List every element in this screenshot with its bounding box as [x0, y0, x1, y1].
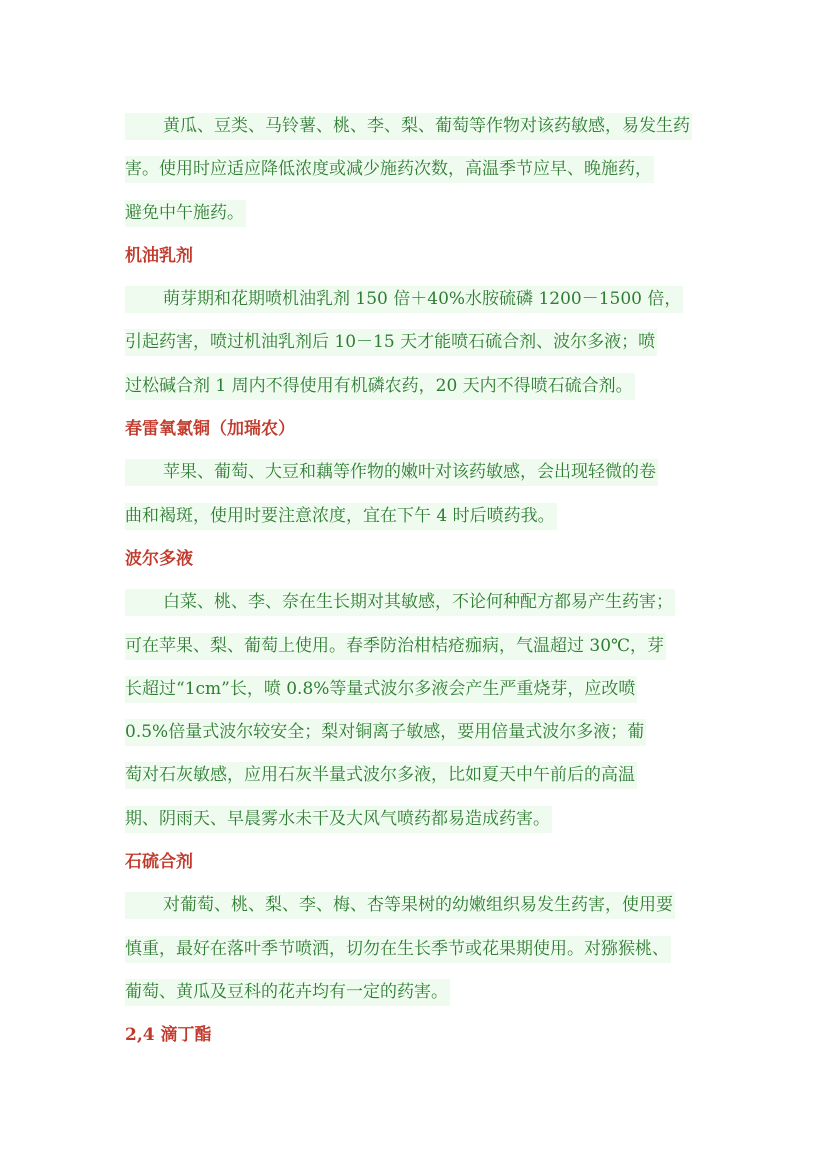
- section-heading: 石硫合剂: [125, 852, 193, 873]
- paragraph: [125, 459, 745, 529]
- paragraph-line: 曲和褐斑，使用时要注意浓度，宜在下午 4 时后喷药我。: [125, 503, 557, 530]
- paragraph-line: 苹果、葡萄、大豆和藕等作物的嫩叶对该药敏感，会出现轻微的卷: [125, 459, 658, 486]
- paragraph-line: 萌芽期和花期喷机油乳剂 150 倍＋40%水胺硫磷 1200－1500 倍，: [125, 286, 683, 313]
- paragraph-line: 白菜、桃、李、奈在生长期对其敏感，不论何种配方都易产生药害；: [125, 589, 675, 616]
- section-heading: 机油乳剂: [125, 245, 193, 266]
- paragraph-intro: [125, 113, 745, 227]
- section-heading: 春雷氧氯铜（加瑞农）: [125, 419, 295, 440]
- paragraph-line: 害。使用时应适应降低浓度或减少施药次数，高温季节应早、晚施药，: [125, 156, 654, 183]
- paragraph-line: 过松碱合剂 1 周内不得使用有机磷农药，20 天内不得喷石硫合剂。: [125, 373, 635, 400]
- paragraph: [125, 892, 745, 1006]
- paragraph-line: 0.5%倍量式波尔较安全；梨对铜离子敏感，要用倍量式波尔多液；葡: [125, 719, 646, 746]
- section-heading: 2,4 滴丁酯: [125, 1025, 212, 1046]
- document-page: [125, 113, 745, 1066]
- paragraph: [125, 286, 745, 400]
- paragraph-line: 萄对石灰敏感，应用石灰半量式波尔多液，比如夏天中午前后的高温: [125, 762, 637, 789]
- paragraph: [125, 589, 745, 832]
- paragraph-line: 慎重，最好在落叶季节喷洒，切勿在生长季节或花果期使用。对猕猴桃、: [125, 936, 671, 963]
- section-heading: 波尔多液: [125, 548, 193, 569]
- paragraph-line: 期、阴雨天、早晨雾水未干及大风气喷药都易造成药害。: [125, 806, 552, 833]
- paragraph-line: 长超过“1cm”长，喷 0.8%等量式波尔多液会产生严重烧芽，应改喷: [125, 676, 637, 703]
- paragraph-line: 避免中午施药。: [125, 200, 246, 227]
- paragraph-line: 葡萄、黄瓜及豆科的花卉均有一定的药害。: [125, 979, 450, 1006]
- paragraph-line: 对葡萄、桃、梨、李、梅、杏等果树的幼嫩组织易发生药害，使用要: [125, 892, 675, 919]
- paragraph-line: 黄瓜、豆类、马铃薯、桃、李、梨、葡萄等作物对该药敏感，易发生药: [125, 113, 692, 140]
- paragraph-line: 可在苹果、梨、葡萄上使用。春季防治柑桔疮痂病，气温超过 30℃，芽: [125, 633, 666, 660]
- paragraph-line: 引起药害，喷过机油乳剂后 10－15 天才能喷石硫合剂、波尔多液；喷: [125, 329, 657, 356]
